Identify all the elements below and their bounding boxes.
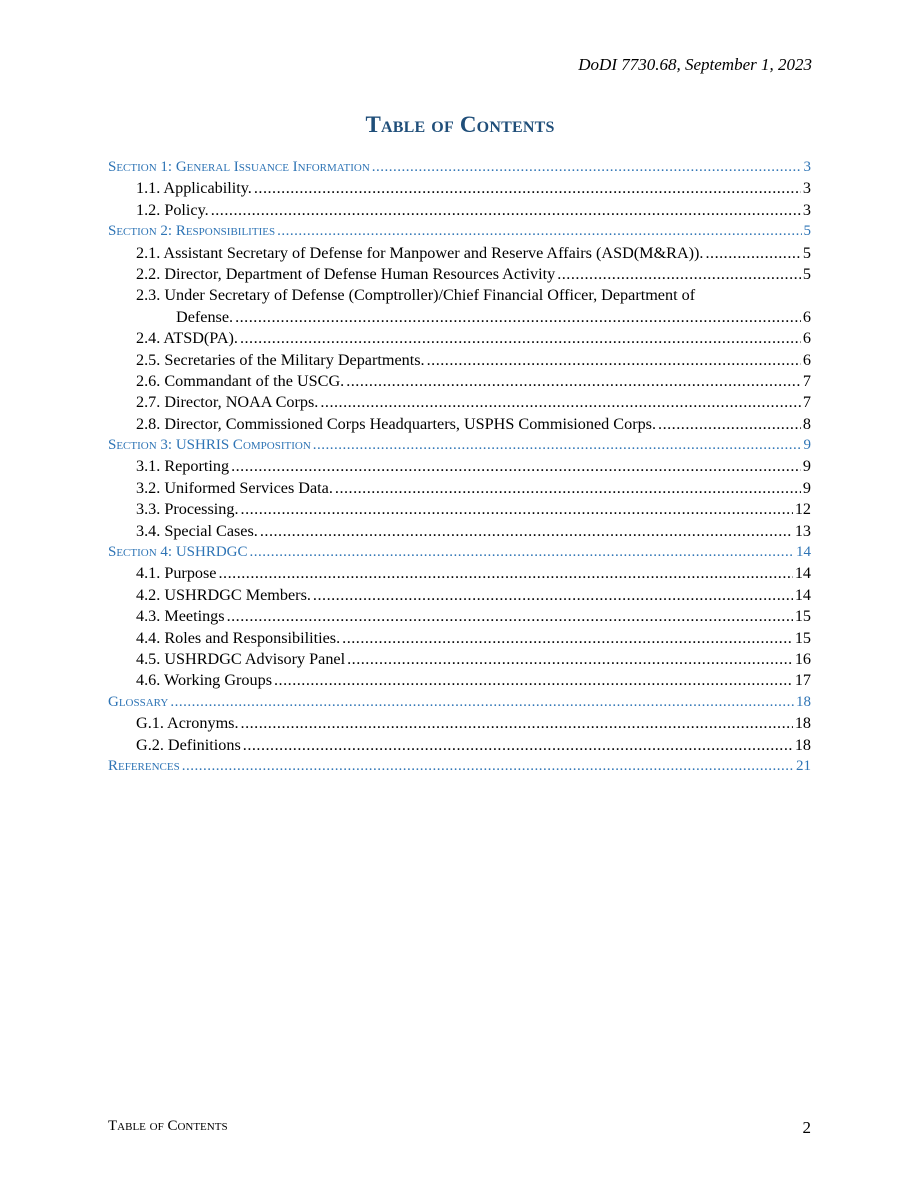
toc-page-number: 9: [802, 457, 811, 476]
toc-entry-label: 3.2. Uniformed Services Data.: [136, 478, 333, 497]
toc-page-number: 7: [802, 371, 811, 390]
toc-page-number: 9: [802, 478, 811, 497]
dot-leader: [658, 414, 801, 435]
dot-leader: [235, 307, 801, 328]
toc-section-link[interactable]: [108, 157, 811, 178]
toc-entry-label: Defense.: [176, 307, 234, 326]
toc-entry[interactable]: [108, 713, 811, 734]
toc-entry-label: 2.6. Commandant of the USCG.: [136, 371, 345, 390]
toc-page-number: 5: [802, 264, 811, 283]
dot-leader: [372, 157, 802, 178]
toc-entry-label: 2.2. Director, Department of Defense Human Resources Activity: [136, 264, 556, 283]
toc-section-link[interactable]: [108, 542, 811, 563]
toc-page-number: 14: [794, 564, 811, 583]
toc-entry-label: 2.1. Assistant Secretary of Defense for Manpower and Reserve Affairs (ASD(M&RA)).: [136, 243, 704, 262]
toc-page-number: 17: [794, 671, 811, 690]
toc-section-link[interactable]: [108, 221, 811, 242]
toc-page-number: 3: [802, 200, 811, 219]
toc-page-number: 18: [796, 693, 811, 710]
toc-entry-continuation[interactable]: [108, 307, 811, 328]
page-number: 2: [802, 1118, 811, 1137]
page-footer: [108, 1118, 811, 1138]
toc-page-number: 21: [796, 757, 811, 774]
toc-entry[interactable]: [108, 243, 811, 264]
toc-section-link[interactable]: [108, 756, 811, 777]
toc-entry[interactable]: [108, 285, 811, 306]
dot-leader: [211, 200, 801, 221]
toc-page-number: 7: [802, 393, 811, 412]
toc-entry[interactable]: [108, 628, 811, 649]
toc-section-link[interactable]: [108, 435, 811, 456]
toc-section-link[interactable]: [108, 692, 811, 713]
toc-entry-label: 1.1. Applicability.: [136, 179, 252, 198]
toc-entry[interactable]: [108, 499, 811, 520]
toc-page-number: 16: [794, 649, 811, 668]
toc-entry-label: 4.3. Meetings: [136, 607, 225, 626]
toc-page-number: 15: [794, 628, 811, 647]
dot-leader: [427, 350, 801, 371]
toc-entry[interactable]: [108, 735, 811, 756]
dot-leader: [557, 264, 801, 285]
dot-leader: [313, 585, 793, 606]
dot-leader: [240, 328, 801, 349]
toc-entry-label: Section 2: Responsibilities: [108, 223, 276, 240]
dot-leader: [241, 499, 793, 520]
toc-entry-label: 2.5. Secretaries of the Military Departments.: [136, 350, 425, 369]
page-title: Table of Contents: [365, 112, 555, 137]
footer-section-label: Table of Contents: [108, 1118, 228, 1134]
dot-leader: [254, 178, 801, 199]
dot-leader: [250, 542, 794, 563]
toc-page-number: 8: [802, 414, 811, 433]
toc-entry-label: 4.6. Working Groups: [136, 671, 272, 690]
dot-leader: [342, 628, 793, 649]
toc-entry[interactable]: [108, 606, 811, 627]
dot-leader: [260, 521, 793, 542]
toc-entry[interactable]: [108, 414, 811, 435]
toc-entry-label: Glossary: [108, 693, 169, 710]
toc-entry-label: 2.7. Director, NOAA Corps.: [136, 393, 319, 412]
toc-page-number: 13: [794, 521, 811, 540]
toc-entry[interactable]: [108, 478, 811, 499]
toc-entry[interactable]: [108, 563, 811, 584]
toc-entry-label: G.2. Definitions: [136, 735, 241, 754]
toc-entry[interactable]: [108, 264, 811, 285]
toc-entry-label: 2.4. ATSD(PA).: [136, 329, 238, 348]
dot-leader: [347, 649, 793, 670]
dot-leader: [313, 435, 802, 456]
toc-entry-label: Section 3: USHRIS Composition: [108, 437, 311, 454]
toc-entry[interactable]: [108, 350, 811, 371]
dot-leader: [231, 456, 801, 477]
dot-leader: [277, 221, 801, 242]
table-of-contents: [108, 157, 811, 777]
toc-entry[interactable]: [108, 392, 811, 413]
toc-page-number: 18: [794, 735, 811, 754]
toc-entry[interactable]: [108, 670, 811, 691]
toc-entry[interactable]: [108, 371, 811, 392]
toc-entry-label: 4.4. Roles and Responsibilities.: [136, 628, 341, 647]
dot-leader: [274, 670, 793, 691]
toc-entry[interactable]: [108, 585, 811, 606]
toc-page-number: 14: [796, 544, 811, 561]
toc-entry-label: 1.2. Policy.: [136, 200, 209, 219]
toc-entry-label: 3.4. Special Cases.: [136, 521, 258, 540]
toc-page-number: 12: [794, 500, 811, 519]
dot-leader: [219, 563, 793, 584]
toc-page-number: 14: [794, 585, 811, 604]
dot-leader: [346, 371, 801, 392]
toc-entry-label: 4.5. USHRDGC Advisory Panel: [136, 649, 346, 668]
toc-page-number: 6: [802, 307, 811, 326]
toc-entry[interactable]: [108, 456, 811, 477]
toc-entry-label: 2.8. Director, Commissioned Corps Headquarters, USPHS Commisioned Corps.: [136, 414, 657, 433]
toc-entry[interactable]: [108, 200, 811, 221]
toc-entry-label: 3.3. Processing.: [136, 500, 239, 519]
toc-page-number: 6: [802, 350, 811, 369]
toc-entry-label: Section 1: General Issuance Information: [108, 159, 370, 175]
toc-entry-label: References: [108, 757, 180, 774]
dot-leader: [227, 606, 793, 627]
toc-page-number: 3: [802, 179, 811, 198]
dot-leader: [320, 392, 801, 413]
toc-entry[interactable]: [108, 521, 811, 542]
toc-page-number: 5: [802, 243, 811, 262]
toc-page-number: 6: [802, 329, 811, 348]
toc-page-number: 15: [794, 607, 811, 626]
toc-page-number: 3: [803, 159, 811, 175]
toc-entry[interactable]: [108, 328, 811, 349]
toc-page-number: 5: [803, 223, 811, 240]
toc-page-number: 18: [794, 714, 811, 733]
toc-entry-label: G.1. Acronyms.: [136, 714, 239, 733]
toc-entry[interactable]: [108, 649, 811, 670]
document-reference: DoDI 7730.68, September 1, 2023: [578, 55, 812, 74]
dot-leader: [705, 243, 800, 264]
toc-entry[interactable]: [108, 178, 811, 199]
dot-leader: [241, 713, 793, 734]
dot-leader: [182, 756, 794, 777]
toc-page-number: 9: [803, 437, 811, 454]
dot-leader: [335, 478, 801, 499]
toc-entry-label: 3.1. Reporting: [136, 457, 230, 476]
toc-entry-label: 4.2. USHRDGC Members.: [136, 585, 311, 604]
dot-leader: [243, 735, 793, 756]
toc-entry-label: Section 4: USHRDGC: [108, 544, 248, 561]
toc-entry-label: 4.1. Purpose: [136, 564, 217, 583]
toc-entry-label: 2.3. Under Secretary of Defense (Comptroller)/Chief Financial Officer, Department of: [136, 286, 696, 305]
dot-leader: [170, 692, 794, 713]
